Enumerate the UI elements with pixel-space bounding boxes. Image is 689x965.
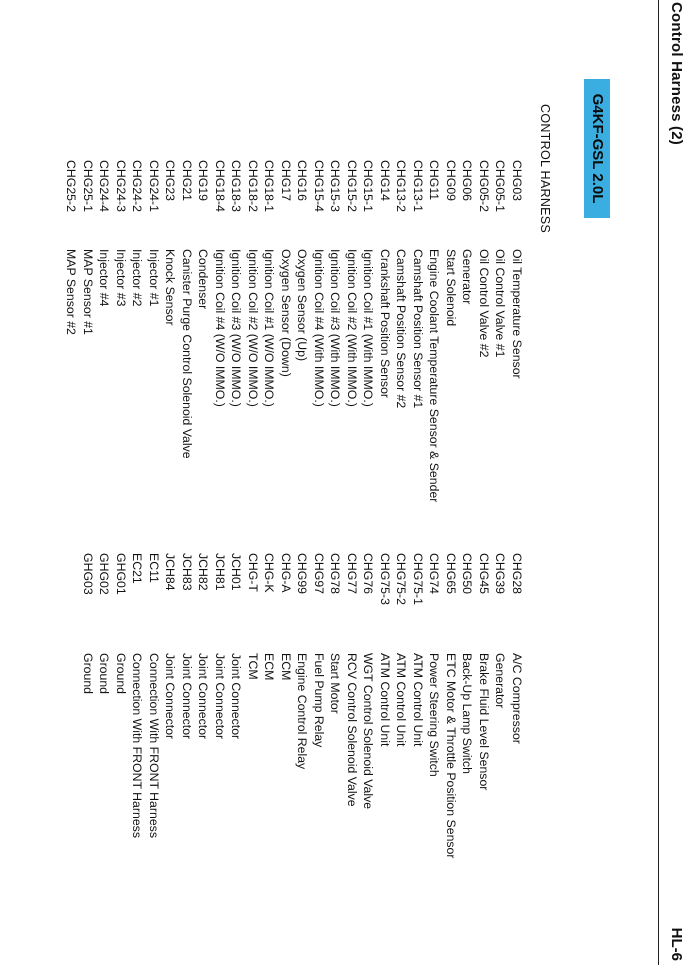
connector-code: CHG45 <box>477 553 491 595</box>
connector-description: Joint Connector <box>163 653 178 740</box>
connector-code: CHG21 <box>180 160 194 202</box>
connector-code: CHG09 <box>444 160 458 202</box>
connector-code: CHG18-4 <box>213 160 227 212</box>
connector-description: ATM Control Unit <box>411 653 425 747</box>
connector-code: CHG24-1 <box>147 160 161 212</box>
connector-description: Ignition Coil #1 (W/O IMMO.) <box>262 249 277 407</box>
connector-code: JCH82 <box>196 553 211 591</box>
connector-description: ETC Motor & Throttle Position Sensor <box>444 653 458 859</box>
connector-code: CHG18-3 <box>229 160 244 212</box>
connector-description: Ignition Coil #4 (With IMMO.) <box>312 249 326 407</box>
connector-code: GHG01 <box>114 553 128 595</box>
connector-code: CHG99 <box>295 553 310 595</box>
connector-description: MAP Sensor #1 <box>81 249 95 335</box>
connector-description: Joint Connector <box>229 653 244 740</box>
connector-description: Ignition Coil #3 (With IMMO.) <box>328 249 343 407</box>
connector-code: CHG05-1 <box>493 160 508 212</box>
connector-description: Camshaft Position Sensor #2 <box>394 249 409 409</box>
connector-description: Ground <box>81 653 95 695</box>
connector-description: Oil Temperature Sensor <box>510 249 524 379</box>
connector-code: CHG39 <box>493 553 508 595</box>
connector-description: Ground <box>114 653 128 695</box>
connector-description: ATM Control Unit <box>394 653 409 747</box>
connector-code: CHG16 <box>295 160 310 202</box>
connector-code: CHG24-2 <box>130 160 145 212</box>
connector-code: CHG77 <box>345 553 359 595</box>
connector-description: Injector #2 <box>130 249 145 307</box>
connector-code: CHG-T <box>246 553 260 592</box>
connector-code: CHG15-2 <box>345 160 359 212</box>
connector-code: CHG19 <box>196 160 211 202</box>
connector-description: Injector #3 <box>114 249 128 307</box>
connector-description: Joint Connector <box>213 653 227 740</box>
connector-code: CHG15-3 <box>328 160 343 212</box>
connector-code: CHG97 <box>312 553 326 595</box>
connector-code: CHG18-1 <box>262 160 277 212</box>
connector-code: EC11 <box>147 553 161 583</box>
section-heading: CONTROL HARNESS <box>538 104 552 234</box>
connector-code: CHG78 <box>328 553 343 595</box>
connector-description: Ignition Coil #4 (W/O IMMO.) <box>213 249 227 407</box>
connector-description: ECM <box>279 653 293 681</box>
right-code-column <box>80 553 526 633</box>
page-title: Control Harness (2) <box>668 2 685 145</box>
connector-description: Ignition Coil #3 (W/O IMMO.) <box>229 249 244 407</box>
connector-description: Camshaft Position Sensor #1 <box>411 249 425 409</box>
connector-description: A/C Compressor <box>510 653 524 744</box>
connector-description: Brake Fluid Level Sensor <box>477 653 491 791</box>
connector-description: Back-Up Lamp Switch <box>460 653 475 774</box>
connector-description: Ground <box>97 653 112 695</box>
connector-description: RCV Control Solenoid Valve <box>345 653 359 807</box>
connector-description: Connection With FRONT Harness <box>147 653 161 838</box>
connector-description: Injector #1 <box>147 249 161 307</box>
connector-code: JCH81 <box>213 553 227 591</box>
connector-code: CHG13-1 <box>411 160 425 212</box>
connector-code: CHG05-2 <box>477 160 491 212</box>
connector-description: Generator <box>460 249 475 305</box>
connector-code: CHG75-2 <box>394 553 409 605</box>
connector-description: ECM <box>262 653 277 681</box>
connector-description: MAP Sensor #2 <box>64 249 79 335</box>
connector-code: CHG17 <box>279 160 293 202</box>
connector-code: CHG-A <box>279 553 293 593</box>
connector-code: CHG03 <box>510 160 524 202</box>
connector-description: Oil Control Valve #1 <box>493 249 508 358</box>
connector-description: Oil Control Valve #2 <box>477 249 491 358</box>
connector-code: CHG23 <box>163 160 178 202</box>
connector-description: Canister Purge Control Solenoid Valve <box>180 249 194 459</box>
connector-code: CHG15-4 <box>312 160 326 212</box>
connector-description: Oxygen Sensor (Up) <box>295 249 310 362</box>
connector-description: Crankshaft Position Sensor <box>378 249 392 399</box>
connector-code: CHG25-2 <box>64 160 79 212</box>
connector-description: WGT Control Solenoid Valve <box>361 653 376 810</box>
page-number: HL-6 <box>668 927 685 961</box>
connector-description: Ignition Coil #2 (With IMMO.) <box>345 249 359 407</box>
connector-code: EC21 <box>130 553 145 584</box>
connector-code: CHG15-1 <box>361 160 376 212</box>
connector-code: CHG18-2 <box>246 160 260 212</box>
connector-code: CHG50 <box>460 553 475 595</box>
page-header <box>658 0 689 965</box>
connector-description: Joint Connector <box>196 653 211 740</box>
connector-description: Start Motor <box>328 653 343 714</box>
connector-description: ATM Control Unit <box>378 653 392 747</box>
connector-description: TCM <box>246 653 260 680</box>
connector-description: Engine Control Relay <box>295 653 310 770</box>
model-badge: G4KF-GSL 2.0L <box>584 79 610 218</box>
connector-code: GHG02 <box>97 553 112 595</box>
connector-description: Knock Sensor <box>163 249 178 326</box>
connector-code: JCH84 <box>163 553 178 591</box>
connector-description: Fuel Pump Relay <box>312 653 326 748</box>
connector-code: CHG24-3 <box>114 160 128 212</box>
connector-code: JCH83 <box>180 553 194 591</box>
connector-code: CHG75-3 <box>378 553 392 605</box>
connector-code: JCH01 <box>229 553 244 591</box>
connector-code: CHG06 <box>460 160 475 202</box>
connector-description: Generator <box>493 653 508 709</box>
connector-code: CHG25-1 <box>81 160 95 212</box>
left-code-column <box>63 160 525 260</box>
connector-description: Ignition Coil #2 (W/O IMMO.) <box>246 249 260 407</box>
connector-description: Power Steering Switch <box>427 653 442 777</box>
connector-code: CHG13-2 <box>394 160 409 212</box>
connector-code: CHG-K <box>262 553 277 593</box>
connector-description: Condenser <box>196 249 211 310</box>
connector-description: Ignition Coil #1 (With IMMO.) <box>361 249 376 407</box>
connector-description: Engine Coolant Temperature Sensor & Sender <box>427 249 442 503</box>
connector-description: Joint Connector <box>180 653 194 740</box>
connector-code: CHG74 <box>427 553 442 595</box>
connector-code: CHG11 <box>427 160 442 201</box>
connector-code: CHG24-4 <box>97 160 112 212</box>
connector-description: Oxygen Sensor (Down) <box>279 249 293 377</box>
connector-description: Injector #4 <box>97 249 112 307</box>
left-description-column <box>63 249 525 503</box>
connector-code: CHG76 <box>361 553 376 595</box>
connector-description: Connection With FRONT Harness <box>130 653 145 838</box>
connector-code: CHG65 <box>444 553 458 595</box>
connector-code: GHG03 <box>81 553 95 595</box>
connector-code: CHG14 <box>378 160 392 202</box>
connector-code: CHG28 <box>510 553 524 595</box>
connector-code: CHG75-1 <box>411 553 425 605</box>
connector-description: Start Solenoid <box>444 249 458 327</box>
right-description-column <box>80 653 526 953</box>
